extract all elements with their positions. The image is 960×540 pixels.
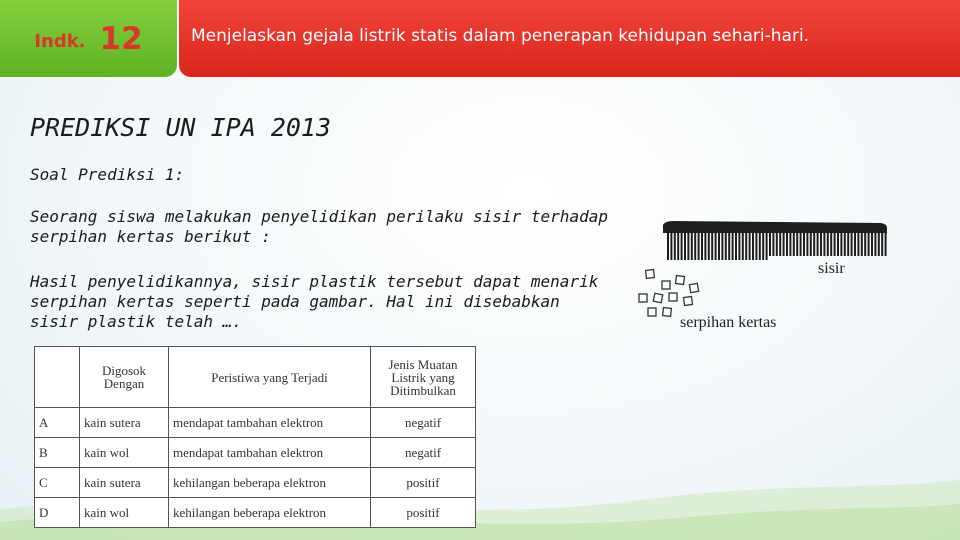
table-header-key bbox=[35, 347, 80, 408]
answer-table bbox=[34, 346, 476, 528]
cell-rubbed: kain wol bbox=[80, 498, 169, 528]
cell-rubbed: kain wol bbox=[80, 438, 169, 468]
table-row[interactable] bbox=[35, 468, 476, 498]
cell-event: mendapat tambahan elektron bbox=[169, 408, 371, 438]
cell-rubbed: kain sutera bbox=[80, 408, 169, 438]
option-key: C bbox=[35, 468, 80, 498]
question-result: Hasil penyelidikannya, sisir plastik tersebut dapat menarik serpihan kertas seperti pada gambar. Hal ini disebabkan sisir plastik telah …. bbox=[30, 272, 599, 331]
table-header-row bbox=[35, 347, 476, 408]
page-title: PREDIKSI UN IPA 2013 bbox=[30, 113, 332, 142]
indicator-number: 12 bbox=[99, 20, 143, 57]
option-key: A bbox=[35, 408, 80, 438]
cell-charge: negatif bbox=[371, 438, 476, 468]
option-key: D bbox=[35, 498, 80, 528]
header-banner bbox=[179, 0, 960, 77]
comb-icon bbox=[659, 219, 889, 269]
table-header-charge: Jenis Muatan Listrik yang Ditimbulkan bbox=[371, 347, 476, 408]
table-row[interactable] bbox=[35, 498, 476, 528]
table-header-rubbed: Digosok Dengan bbox=[80, 347, 169, 408]
table-header-event: Peristiwa yang Terjadi bbox=[169, 347, 371, 408]
cell-event: mendapat tambahan elektron bbox=[169, 438, 371, 468]
cell-event: kehilangan beberapa elektron bbox=[169, 468, 371, 498]
indicator-label: Indk. bbox=[34, 31, 86, 52]
cell-charge: positif bbox=[371, 468, 476, 498]
table-row[interactable] bbox=[35, 408, 476, 438]
cell-event: kehilangan beberapa elektron bbox=[169, 498, 371, 528]
paper-label: serpihan kertas bbox=[680, 314, 777, 331]
question-intro: Seorang siswa melakukan penyelidikan perilaku sisir terhadap serpihan kertas berikut : bbox=[30, 207, 608, 246]
header-text: Menjelaskan gejala listrik statis dalam penerapan kehidupan sehari-hari. bbox=[191, 25, 810, 46]
comb-label: sisir bbox=[818, 260, 845, 277]
cell-charge: positif bbox=[371, 498, 476, 528]
table-row[interactable] bbox=[35, 438, 476, 468]
question-label: Soal Prediksi 1: bbox=[30, 165, 185, 184]
cell-rubbed: kain sutera bbox=[80, 468, 169, 498]
option-key: B bbox=[35, 438, 80, 468]
indicator-badge bbox=[0, 0, 177, 77]
cell-charge: negatif bbox=[371, 408, 476, 438]
